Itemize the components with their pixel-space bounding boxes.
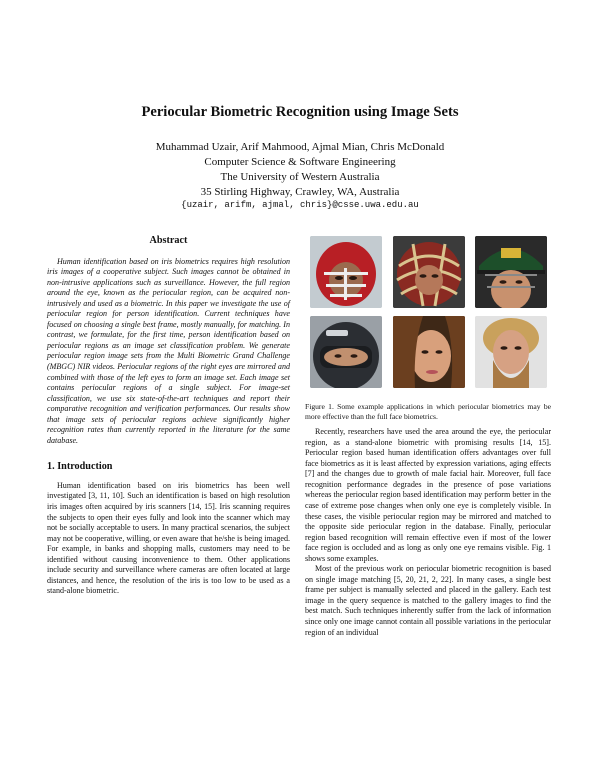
authors: Muhammad Uzair, Arif Mahmood, Ajmal Mian, Chris McDonald <box>155 141 445 153</box>
right-column <box>305 236 551 638</box>
woman-with-hair-face-photo <box>393 316 465 388</box>
left-column <box>47 236 290 597</box>
introduction-heading: 1. Introduction <box>47 461 113 473</box>
abstract-heading: Abstract <box>149 235 188 246</box>
author-block <box>0 140 600 200</box>
author-emails: {uzair, arifm, ajmal, chris}@csse.uwa.edu.au <box>181 200 419 210</box>
right-paragraph-1: Recently, researchers have used the area around the eye, the periocular region, as a stand-alone biometric with promising results [14, 15]. Periocular region based human identification offers advantages over full face biometrics as it is least affected by expression variations, aging effects [7] and the changes due to growth of male facial hair. Moreover, full face recognition performance degrades in the presence of pose variations whereas the periocular region based identification may perform better in the case of extreme pose changes when only one eye is completely visible. In these cases, the visible periocular region may be mirrored and matched to the opposite side periocular region in the database. Finally, periocular region based recognition will remain effective even if most of the lower face region is occluded and as long as only one eye remains visible. Fig. 1 shows some examples. <box>305 427 551 563</box>
paper-title: Periocular Biometric Recognition using Image Sets <box>141 104 459 120</box>
motorcycle-helmet-face-photo <box>310 316 382 388</box>
cricket-helmet-face-photo <box>475 236 547 308</box>
affiliation-address: 35 Stirling Highway, Crawley, WA, Australia <box>200 186 400 198</box>
right-paragraph-2: Most of the previous work on periocular biometric recognition is based on single image matching [5, 20, 21, 2, 22]. In many cases, a single best frame per subject is manually selected and placed in the gallery. Each test image in the query sequence is matched to the gallery images to find the best match. Such techniques inherently suffer from the lack of information since only one image cannot contain all possible variations in the periocular region of an individual <box>305 564 551 637</box>
rugby-scrum-cap-face-photo <box>393 236 465 308</box>
bearded-man-face-photo <box>475 316 547 388</box>
football-helmet-face-photo <box>310 236 382 308</box>
affiliation-department: Computer Science & Software Engineering <box>204 156 396 168</box>
introduction-paragraph: Human identification based on iris biometrics has been well investigated [3, 11, 10]. Such an identification is based on high resolution iris images often acquired by iris scanners [14, 15]. Iris scanning requires the subjects to open their eyes fully and look into the scanner which may not be socially acceptable to users. In many practical scenarios, the subject may not be cooperative, willing, or even aware that he/she is being imaged. For example, in banks and shopping malls, customers may need to be identified without causing inconvenience to them. Other applications include security and surveillance where cameras are often located at large distances, and hence, the resolution of the iris is too low to be used as a stand-alone biometric. <box>47 480 290 596</box>
abstract-text: Human identification based on iris biometrics requires high resolution iris images of a cooperative subject. Such images cannot be obtained in non-intrusive applications such as surveillance. However, the full region around the eye, known as the periocular region, can be acquired non-intrusively and used as a biometric. In this paper we investigate the use of periocular region for person identification. Current techniques have focused on choosing a single best frame, mostly manually, for matching. In contrast, we formulate, for the first time, person identification based on periocular regions as an image set classification problem. We generate periocular region image sets from the Multi Biometric Grand Challenge (MBGC) NIR videos. Periocular regions of the right eyes are mirrored and combined with those of the left eyes to form an image set. Each image set contains periocular regions of a single subject. For image-set classification, we use six state-of-the-art techniques and report their comparative recognition and verification performances. Our results show that image sets of periocular regions achieve significantly higher recognition rates than currently reported in the literature for the same database. <box>47 256 290 445</box>
figure-1-caption: Figure 1. Some example applications in which periocular biometrics may be more effective than the full face biometrics. <box>305 402 551 421</box>
figure-1 <box>305 236 551 394</box>
affiliation-university: The University of Western Australia <box>220 171 380 183</box>
